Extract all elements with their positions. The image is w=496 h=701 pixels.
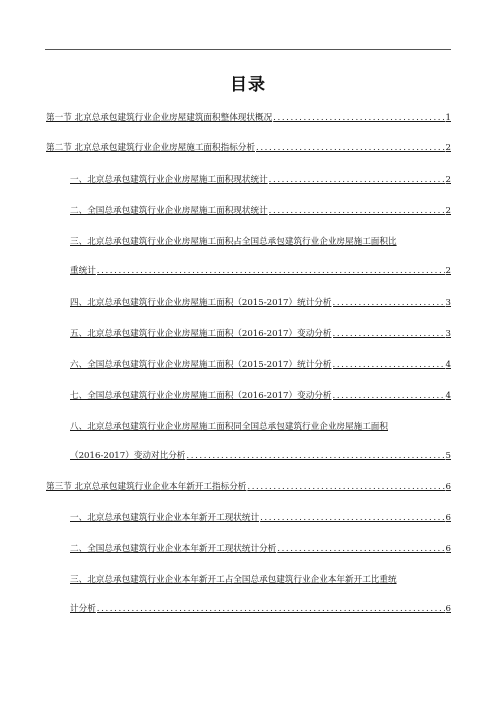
- toc-entry-page: 6: [445, 482, 451, 492]
- toc-entry-text: 五、北京总承包建筑行业企业房屋施工面积（2016-2017）变动分析: [70, 329, 332, 339]
- dot-leader: [277, 543, 444, 555]
- toc-entry-page: 6: [445, 513, 451, 523]
- toc-entry-page: 3: [445, 298, 451, 308]
- dot-leader: [333, 359, 445, 371]
- dot-leader: [269, 174, 445, 186]
- toc-entry-2-8-cont[interactable]: [70, 450, 451, 462]
- toc-entry-text: 二、全国总承包建筑行业企业房屋施工面积现状统计: [70, 206, 268, 216]
- toc-entry-3-3[interactable]: [70, 574, 451, 586]
- dot-leader: [333, 328, 445, 340]
- dot-leader: [273, 112, 444, 124]
- toc-entry-page: 6: [445, 544, 451, 554]
- toc-entry-2-3-cont[interactable]: [70, 265, 451, 277]
- toc-entry-text: 三、北京总承包建筑行业企业本年新开工占全国总承包建筑行业企业本年新开工比重统: [70, 575, 397, 585]
- toc-entry-2-7[interactable]: [70, 390, 451, 402]
- toc-entry-page: 2: [445, 175, 451, 185]
- toc-entry-2-4[interactable]: [70, 297, 451, 309]
- toc-entry-text: 六、全国总承包建筑行业企业房屋施工面积（2015-2017）统计分析: [70, 360, 332, 370]
- toc-entry-page: 3: [445, 329, 451, 339]
- toc-entry-text: 一、北京总承包建筑行业企业房屋施工面积现状统计: [70, 175, 268, 185]
- toc-entry-3-1[interactable]: [70, 512, 451, 524]
- toc-entry-text: 二、全国总承包建筑行业企业本年新开工现状统计分析: [70, 544, 277, 554]
- dot-leader: [97, 265, 445, 277]
- toc-entry-text: 三、北京总承包建筑行业企业房屋施工面积占全国总承包建筑行业企业房屋施工面积比: [70, 237, 397, 247]
- toc-entry-2-6[interactable]: [70, 359, 451, 371]
- dot-leader: [186, 450, 444, 462]
- toc-entry-text: 重统计: [70, 266, 96, 276]
- toc-entry-section-2[interactable]: [46, 142, 451, 154]
- toc-entry-text: 第三节 北京总承包建筑行业企业本年新开工指标分析: [46, 482, 247, 492]
- toc-entry-text: 八、北京总承包建筑行业企业房屋施工面积同全国总承包建筑行业企业房屋施工面积: [70, 422, 388, 432]
- toc-entry-page: 6: [445, 604, 451, 614]
- dot-leader: [256, 142, 445, 154]
- toc-entry-page: 2: [445, 143, 451, 153]
- toc-entry-page: 2: [445, 206, 451, 216]
- dot-leader: [269, 205, 445, 217]
- toc-entry-page: 4: [445, 391, 451, 401]
- dot-leader: [333, 297, 445, 309]
- toc-entry-2-8[interactable]: [70, 421, 451, 433]
- dot-leader: [247, 481, 444, 493]
- toc-entry-2-1[interactable]: [70, 174, 451, 186]
- toc-entry-page: 2: [445, 266, 451, 276]
- toc-title: 目录: [230, 75, 266, 95]
- toc-entry-text: 七、全国总承包建筑行业企业房屋施工面积（2016-2017）变动分析: [70, 391, 332, 401]
- toc-entry-page: 4: [445, 360, 451, 370]
- toc-entry-text: 一、北京总承包建筑行业企业本年新开工现状统计: [70, 513, 260, 523]
- toc-entry-2-5[interactable]: [70, 328, 451, 340]
- toc-entry-text: 计分析: [70, 604, 96, 614]
- toc-entry-page: 1: [445, 113, 451, 123]
- dot-leader: [333, 390, 445, 402]
- toc-entry-3-2[interactable]: [70, 543, 451, 555]
- toc-entry-3-3-cont[interactable]: [70, 603, 451, 615]
- toc-entry-section-1[interactable]: [46, 112, 451, 124]
- toc-entry-text: （2016-2017）变动对比分析: [70, 451, 186, 461]
- dot-leader: [260, 512, 444, 524]
- dot-leader: [97, 603, 445, 615]
- toc-entry-section-3[interactable]: [46, 481, 451, 493]
- toc-entry-2-3[interactable]: [70, 236, 451, 248]
- toc-entry-text: 第二节 北京总承包建筑行业企业房屋施工面积指标分析: [46, 143, 255, 153]
- header-rule: [45, 49, 451, 50]
- toc-entry-text: 四、北京总承包建筑行业企业房屋施工面积（2015-2017）统计分析: [70, 298, 332, 308]
- toc-entry-2-2[interactable]: [70, 205, 451, 217]
- toc-entry-text: 第一节 北京总承包建筑行业企业房屋建筑面积整体现状概况: [46, 113, 273, 123]
- toc-entry-page: 5: [445, 451, 451, 461]
